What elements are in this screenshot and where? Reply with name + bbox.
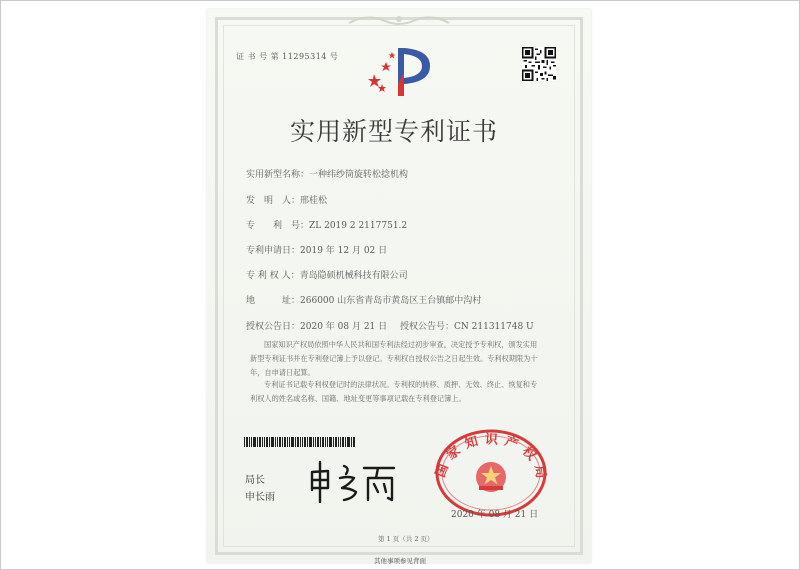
signature-icon [306,458,398,504]
field-value: ZL 2019 2 2117751.2 [309,221,408,231]
statement-line: 国家知识产权局依照中华人民共和国专利法经过初步审查，决定授予专利权，颁发实用 [264,340,538,349]
field-label: 专 利 号： [246,221,310,231]
official-seal-icon [432,427,550,519]
seal-text: 国家知识产权局 [433,432,549,486]
field-label: 实用新型名称： [246,170,310,180]
field-grant-number [400,319,534,332]
barcode-icon [244,437,356,447]
field-value: 2019 年 12 月 02 日 [300,246,388,256]
field-label: 专 利 权 人： [246,271,300,281]
field-label: 授权公告号： [400,322,455,332]
director-name: 申长雨 [245,492,275,503]
top-ornament-icon [347,13,451,27]
qr-code-icon [522,47,556,81]
grant-statement [250,338,578,380]
footer-note: 其他事项参见背面 [374,557,426,565]
field-patent-number [246,218,407,231]
field-inventor [246,193,327,206]
legal-status-statement [250,378,578,406]
field-value: 青岛隐硕机械科技有限公司 [299,271,408,281]
field-value: CN 211311748 U [454,322,534,332]
statement-line: 利权人的姓名或名称、国籍、地址变更等事项记载在专利登记簿上。 [250,394,466,403]
field-patentee [246,268,408,281]
field-label: 授权公告日： [246,322,301,332]
field-value: 266000 山东省青岛市黄岛区王台镇邮中沟村 [300,296,482,306]
field-grant-date [246,319,387,332]
field-address [246,293,481,306]
page-number: 第 1 页（共 2 页） [378,535,434,543]
cnipa-logo-icon [368,44,434,98]
statement-line: 年，自申请日起算。 [250,368,315,377]
field-value: 邢桂松 [300,196,328,206]
field-utility-model-name [246,167,408,180]
field-label: 专利申请日： [246,246,301,256]
seal-date: 2020 年 08 月 21 日 [451,510,539,520]
field-label: 地 址： [246,296,301,306]
field-application-date [246,243,387,256]
field-label: 发 明 人： [246,196,301,206]
field-value: 2020 年 08 月 21 日 [300,322,388,332]
statement-line: 专利证书记载专利权登记时的法律状况。专利权的转移、质押、无效、终止、恢复和专 [264,380,538,389]
director-title: 局长 [245,475,265,486]
certificate-number: 证 书 号 第 11295314 号 [236,52,339,61]
certificate-title: 实用新型专利证书 [290,117,499,146]
field-value: 一种纬纱筒旋转松捻机构 [309,170,409,180]
statement-line: 新型专利证书并在专利登记簿上予以登记。专利权自授权公告之日起生效。专利权期限为十 [250,354,538,363]
